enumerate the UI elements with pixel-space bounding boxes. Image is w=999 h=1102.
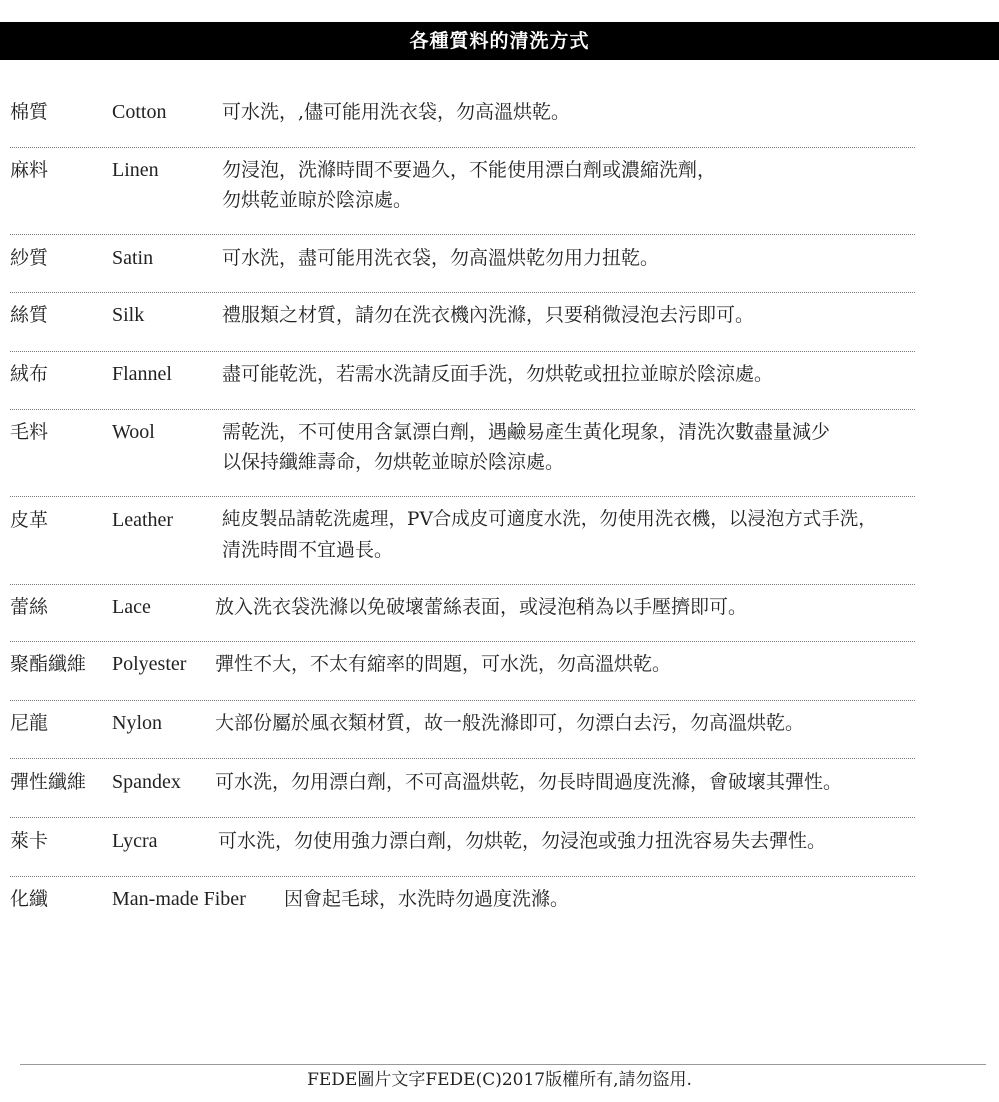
divider xyxy=(10,292,915,293)
care-instruction-line: 因會起毛球，水洗時勿過度洗滌。 xyxy=(284,888,570,910)
divider xyxy=(10,700,915,701)
material-chinese-name: 毛料 xyxy=(10,421,49,443)
care-instruction-line: 可水洗，盡可能用洗衣袋，勿高溫烘乾勿用力扭乾。 xyxy=(222,247,660,269)
material-chinese-name: 蕾絲 xyxy=(10,596,49,618)
care-instruction-line: 放入洗衣袋洗滌以免破壞蕾絲表面，或浸泡稍為以手壓擠即可。 xyxy=(215,596,748,618)
care-instruction-line: 大部份屬於風衣類材質，故一般洗滌即可，勿漂白去污，勿高溫烘乾。 xyxy=(215,712,805,734)
material-chinese-name: 棉質 xyxy=(10,101,49,123)
care-instruction-line: 清洗時間不宜過長。 xyxy=(222,539,394,561)
care-instruction-line: 可水洗，勿用漂白劑，不可高溫烘乾，勿長時間過度洗滌，會破壞其彈性。 xyxy=(215,771,843,793)
material-english-name: Wool xyxy=(112,421,155,443)
divider xyxy=(10,584,915,585)
care-instruction-line: 盡可能乾洗，若需水洗請反面手洗，勿烘乾或扭拉並晾於陰涼處。 xyxy=(222,363,774,385)
care-instruction-line: 以保持纖維壽命，勿烘乾並晾於陰涼處。 xyxy=(222,451,565,473)
divider xyxy=(10,147,915,148)
care-instruction xyxy=(215,767,842,797)
care-instruction-line: 勿烘乾並晾於陰涼處。 xyxy=(222,189,413,211)
care-instruction xyxy=(215,649,671,679)
material-english-name: Satin xyxy=(112,247,154,269)
material-chinese-name: 皮革 xyxy=(10,509,49,531)
divider xyxy=(10,234,915,235)
care-instruction-line: 彈性不大，不太有縮率的問題，可水洗，勿高溫烘乾。 xyxy=(215,653,672,675)
material-english-name: Cotton xyxy=(112,101,167,123)
material-chinese-name: 萊卡 xyxy=(10,830,49,852)
divider xyxy=(10,817,915,818)
material-english-name: Spandex xyxy=(112,771,181,793)
material-chinese-name: 絨布 xyxy=(10,363,49,385)
care-instruction xyxy=(222,300,754,330)
material-english-name: Nylon xyxy=(112,712,162,734)
care-instruction xyxy=(222,417,830,477)
care-instruction xyxy=(222,505,877,565)
material-english-name: Lycra xyxy=(112,830,158,852)
material-chinese-name: 尼龍 xyxy=(10,712,49,734)
material-chinese-name: 彈性纖維 xyxy=(10,771,87,793)
care-instruction-line: 可水洗，勿使用強力漂白劑，勿烘乾，勿浸泡或強力扭洗容易失去彈性。 xyxy=(218,830,827,852)
copyright-footer: FEDE圖片文字FEDE(C)2017版權所有,請勿盜用. xyxy=(307,1070,692,1090)
footer-divider xyxy=(20,1064,986,1065)
material-english-name: Man-made Fiber xyxy=(112,888,246,910)
material-english-name: Silk xyxy=(112,304,145,326)
divider xyxy=(10,876,915,877)
divider xyxy=(10,409,915,410)
care-instruction xyxy=(222,97,570,127)
material-chinese-name: 化纖 xyxy=(10,888,49,910)
material-english-name: Polyester xyxy=(112,653,187,675)
material-english-name: Linen xyxy=(112,159,159,181)
material-english-name: Leather xyxy=(112,509,174,531)
page-title: 各種質料的清洗方式 xyxy=(0,22,999,60)
care-instruction-line: 可水洗，,儘可能用洗衣袋，勿高溫烘乾。 xyxy=(222,101,571,123)
care-instruction-line: 勿浸泡，洗滌時間不要過久，不能使用漂白劑或濃縮洗劑， xyxy=(222,159,717,181)
material-chinese-name: 麻料 xyxy=(10,159,49,181)
care-instruction-line: 純皮製品請乾洗處理，PV合成皮可適度水洗，勿使用洗衣機，以浸泡方式手洗， xyxy=(222,509,877,530)
care-instruction xyxy=(215,708,804,738)
care-instruction xyxy=(218,826,826,856)
care-instruction xyxy=(222,359,773,389)
material-chinese-name: 聚酯纖維 xyxy=(10,653,87,675)
material-english-name: Lace xyxy=(112,596,151,618)
care-instruction xyxy=(222,243,659,273)
material-english-name: Flannel xyxy=(112,363,172,385)
divider xyxy=(10,641,915,642)
divider xyxy=(10,496,915,497)
care-instruction-line: 禮服類之材質，請勿在洗衣機內洗滌，只要稍微浸泡去污即可。 xyxy=(222,304,755,326)
care-instruction xyxy=(222,155,716,215)
care-instruction-line: 需乾洗，不可使用含氯漂白劑，遇鹼易產生黃化現象，清洗次數盡量減少 xyxy=(222,421,831,443)
care-instruction xyxy=(215,592,747,622)
care-instruction xyxy=(284,884,569,914)
divider xyxy=(10,351,915,352)
material-chinese-name: 絲質 xyxy=(10,304,49,326)
material-chinese-name: 紗質 xyxy=(10,247,49,269)
divider xyxy=(10,758,915,759)
